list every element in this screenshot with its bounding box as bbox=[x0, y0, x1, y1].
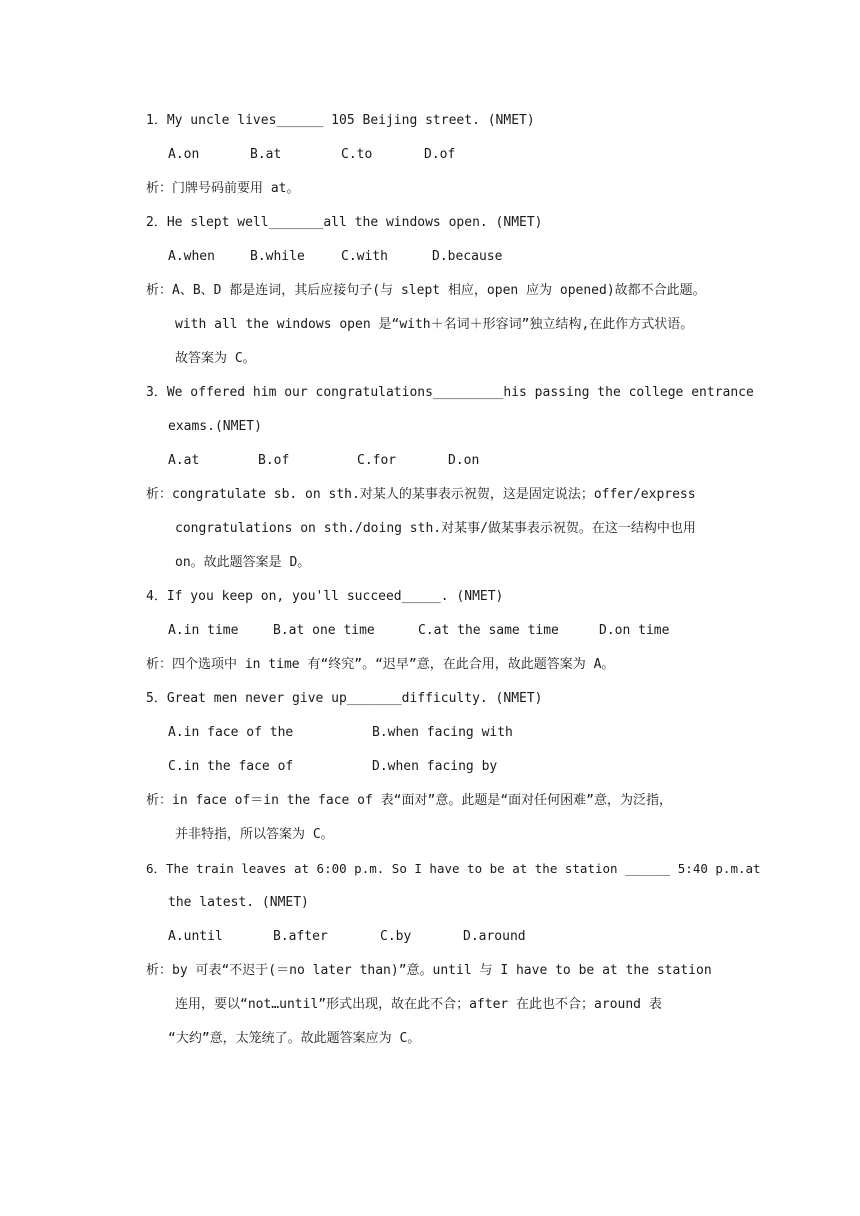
option-a: A.when bbox=[168, 249, 215, 264]
option-d: D.on bbox=[448, 453, 480, 468]
question-3-analysis-line-1: 析：congratulate sb. on sth.对某人的某事表示祝贺，这是固定说法；offer/express bbox=[146, 487, 696, 502]
question-2-analysis-line-1: 析：A、B、D 都是连词，其后应接句子(与 slept 相应，open 应为 opened)故都不合此题。 bbox=[146, 283, 706, 298]
question-6-analysis-line-2: 连用，要以“not…until”形式出现，故在此不合；after 在此也不合；around 表 bbox=[175, 997, 662, 1012]
question-2-options bbox=[168, 248, 503, 266]
question-3-stem: 3．We offered him our congratulations_________his passing the college entrance bbox=[146, 385, 754, 400]
question-6-analysis-line-3: “大约”意，太笼统了。故此题答案应为 C。 bbox=[168, 1031, 421, 1046]
option-c: C.for bbox=[357, 453, 397, 468]
question-1-options bbox=[168, 146, 456, 164]
option-c: C.with bbox=[341, 249, 388, 264]
option-a: A.in time bbox=[168, 623, 239, 638]
question-6-analysis-line-1: 析：by 可表“不迟于(＝no later than)”意。until 与 I have to be at the station bbox=[146, 963, 712, 978]
option-b: B.at bbox=[250, 147, 282, 162]
option-d: D.around bbox=[463, 929, 526, 944]
question-1-analysis: 析：门牌号码前要用 at。 bbox=[146, 181, 300, 196]
option-c: C.by bbox=[380, 929, 412, 944]
question-2-stem: 2．He slept well_______all the windows open. (NMET) bbox=[146, 215, 543, 230]
option-d: D.because bbox=[432, 249, 503, 264]
option-b: B.when facing with bbox=[372, 725, 513, 740]
question-3-options bbox=[168, 452, 480, 470]
question-4-options bbox=[168, 622, 670, 640]
question-6-stem-continued: the latest. (NMET) bbox=[168, 895, 309, 910]
question-2-analysis-line-3: 故答案为 C。 bbox=[175, 351, 256, 366]
question-5-options-row-1 bbox=[168, 724, 513, 742]
option-d: D.on time bbox=[599, 623, 670, 638]
question-5-options-row-2 bbox=[168, 758, 498, 776]
question-3-analysis-line-3: on。故此题答案是 D。 bbox=[175, 555, 311, 570]
option-a: A.until bbox=[168, 929, 223, 944]
option-d: D.of bbox=[424, 147, 456, 162]
question-6-options bbox=[168, 928, 526, 946]
option-b: B.while bbox=[250, 249, 305, 264]
option-c: C.in the face of bbox=[168, 759, 294, 774]
option-c: C.to bbox=[341, 147, 373, 162]
question-4-stem: 4．If you keep on, you'll succeed_____. (NMET) bbox=[146, 589, 504, 604]
option-a: A.at bbox=[168, 453, 200, 468]
question-3-analysis-line-2: congratulations on sth./doing sth.对某事/做某事表示祝贺。在这一结构中也用 bbox=[175, 521, 696, 536]
option-d: D.when facing by bbox=[372, 759, 498, 774]
option-b: B.after bbox=[273, 929, 328, 944]
option-b: B.at one time bbox=[273, 623, 375, 638]
question-5-analysis-line-1: 析：in face of＝in the face of 表“面对”意。此题是“面对任何困难”意，为泛指， bbox=[146, 793, 672, 808]
question-5-stem: 5．Great men never give up_______difficulty. (NMET) bbox=[146, 691, 543, 706]
question-3-stem-continued: exams.(NMET) bbox=[168, 419, 262, 434]
question-2-analysis-line-2: with all the windows open 是“with＋名词＋形容词”独立结构,在此作方式状语。 bbox=[175, 317, 694, 332]
question-1-stem: 1．My uncle lives______ 105 Beijing street. (NMET) bbox=[146, 113, 535, 128]
question-5-analysis-line-2: 并非特指，所以答案为 C。 bbox=[175, 827, 334, 842]
option-b: B.of bbox=[258, 453, 290, 468]
question-6-stem: 6．The train leaves at 6:00 p.m. So I have to be at the station ______ 5:40 p.m.at bbox=[146, 861, 761, 876]
option-a: A.on bbox=[168, 147, 200, 162]
option-c: C.at the same time bbox=[418, 623, 559, 638]
question-4-analysis: 析：四个选项中 in time 有“终究”。“迟早”意，在此合用，故此题答案为 A。 bbox=[146, 657, 615, 672]
option-a: A.in face of the bbox=[168, 725, 294, 740]
